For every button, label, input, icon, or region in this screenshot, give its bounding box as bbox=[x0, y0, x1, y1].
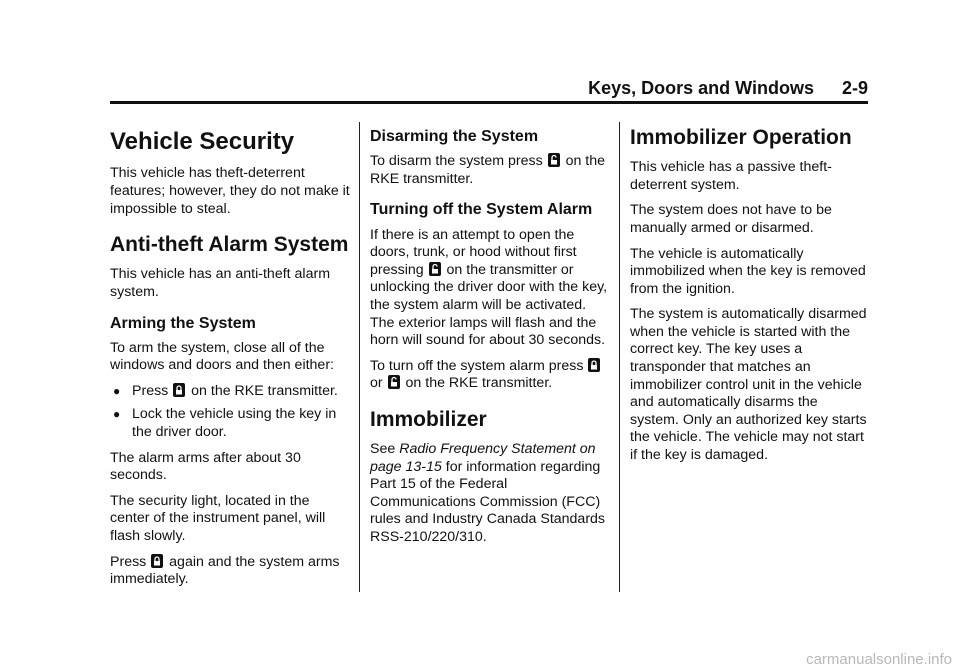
paragraph: To arm the system, close all of the windows and doors and then either: bbox=[110, 339, 334, 374]
paragraph: The system is automatically disarmed when the vehicle is started with the correct key. The key uses a transponder that matches an immobilizer control unit in the vehicle and automatically disarms the system. Only an authorized key starts the vehicle. The vehicle may not start if the key is damaged. bbox=[630, 306, 867, 464]
cross-reference-link[interactable]: Radio Frequency Statement on page 13-15 bbox=[370, 441, 596, 475]
paragraph: To turn off the system alarm press or on the RKE transmitter. bbox=[370, 358, 608, 393]
paragraph: This vehicle has a passive theft-deterrent system. bbox=[630, 159, 832, 193]
bullet-icon: ● bbox=[113, 383, 121, 398]
paragraph: The system does not have to be manually armed or disarmed. bbox=[630, 202, 832, 236]
heading-vehicle-security: Vehicle Security bbox=[110, 128, 295, 155]
bullet-list bbox=[110, 383, 352, 442]
paragraph: This vehicle has an anti-theft alarm system. bbox=[110, 266, 331, 300]
paragraph: To disarm the system press on the RKE transmitter. bbox=[370, 153, 606, 187]
heading-turning-off: Turning off the System Alarm bbox=[370, 201, 593, 219]
heading-arming: Arming the System bbox=[110, 314, 256, 332]
lock-key-icon bbox=[173, 383, 185, 397]
paragraph: Press again and the system arms immediately. bbox=[110, 553, 340, 588]
page-header bbox=[110, 78, 868, 104]
column-right bbox=[630, 116, 870, 473]
section-title: Keys, Doors and Windows bbox=[588, 78, 814, 98]
list-item: ● Press on the RKE transmitter. bbox=[113, 382, 338, 399]
page-number: 2-9 bbox=[841, 78, 868, 98]
column-left bbox=[110, 116, 352, 597]
column-middle bbox=[370, 116, 608, 555]
paragraph: The vehicle is automatically immobilized when the key is removed from the ignition. bbox=[630, 245, 866, 297]
paragraph: The alarm arms after about 30 seconds. bbox=[110, 449, 301, 484]
watermark: carmanualsonline.info bbox=[806, 651, 952, 668]
paragraph: This vehicle has theft-deterrent features; however, they do not make it impossible to steal. bbox=[110, 165, 350, 217]
paragraph: The security light, located in the center of the instrument panel, will flash slowly. bbox=[110, 492, 326, 545]
heading-disarming: Disarming the System bbox=[370, 128, 539, 145]
unlock-key-icon bbox=[388, 375, 400, 389]
heading-anti-theft-alarm: Anti-theft Alarm System bbox=[110, 233, 349, 257]
heading-immobilizer: Immobilizer bbox=[370, 407, 487, 431]
column-divider bbox=[359, 122, 360, 592]
lock-key-icon bbox=[588, 358, 600, 372]
paragraph: If there is an attempt to open the doors, trunk, or hood without first pressing on the transmitter or unlocking the driver door with the key, the system alarm will be activated. The exterior lamps will flash and the horn will sound for about 30 seconds. bbox=[370, 226, 608, 349]
list-item: ● Lock the vehicle using the key in the driver door. bbox=[113, 406, 337, 441]
lock-key-icon bbox=[151, 554, 163, 568]
unlock-key-icon bbox=[548, 153, 560, 167]
paragraph: See Radio Frequency Statement on page 13-15 for information regarding Part 15 of the Federal Communications Commission (FCC) rules and Industry Canada Standards RSS-210/220/310. bbox=[370, 441, 606, 546]
bullet-icon: ● bbox=[113, 407, 121, 422]
column-divider bbox=[619, 122, 620, 592]
unlock-key-icon bbox=[429, 262, 441, 276]
heading-immobilizer-operation: Immobilizer Operation bbox=[630, 126, 852, 149]
